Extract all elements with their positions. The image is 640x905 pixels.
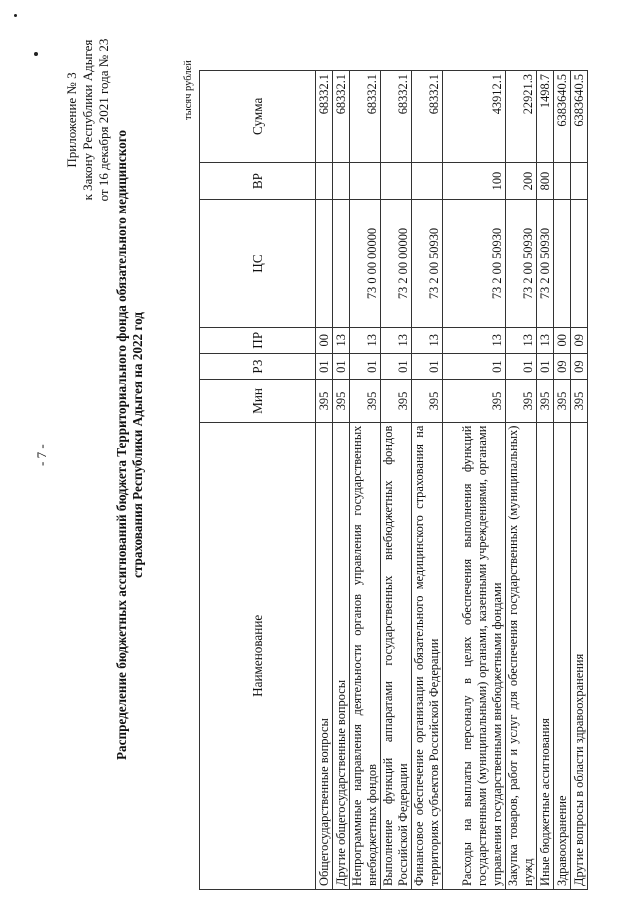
cell-pr: 13 [443,327,506,353]
cell-vr: 800 [537,162,554,200]
cell-sum: 68332.1 [350,71,381,163]
cell-sum: 6383640.5 [571,71,588,163]
cell-min: 395 [381,380,412,422]
page-number: - 7 - [34,444,49,466]
cell-name: Здравоохранение [554,422,571,889]
table-row [381,71,412,890]
cell-cs: 73 2 00 50930 [443,200,506,327]
cell-sum: 68332.1 [381,71,412,163]
cell-pr: 13 [412,327,443,353]
cell-pr: 13 [381,327,412,353]
cell-min: 395 [412,380,443,422]
cell-cs: 73 2 00 50930 [506,200,537,327]
cell-cs [571,200,588,327]
appendix-line-2: к Закону Республики Адыгея [80,39,95,201]
cell-rz: 09 [571,353,588,379]
table-row [412,71,443,890]
cell-vr [316,162,333,200]
title-line-1: Распределение бюджетных ассигнований бюджета Территориального фонда обязательного медицинского [114,129,129,761]
rotated-page-content [30,10,630,890]
cell-sum: 68332.1 [333,71,350,163]
cell-rz: 01 [350,353,381,379]
cell-rz: 01 [412,353,443,379]
cell-sum: 1498.7 [537,71,554,163]
header-sum: Сумма [200,71,316,163]
cell-rz: 01 [333,353,350,379]
cell-vr [412,162,443,200]
appendix-line-1: Приложение № 3 [64,72,79,168]
cell-cs: 73 2 00 50930 [412,200,443,327]
cell-vr [350,162,381,200]
cell-name: Выполнение функций аппаратами государственных внебюджетных фондов Российской Федерации [381,422,412,889]
budget-table [199,70,588,890]
cell-pr: 13 [350,327,381,353]
cell-min: 395 [554,380,571,422]
cell-sum: 43912.1 [443,71,506,163]
cell-vr: 200 [506,162,537,200]
table-header-row [200,71,316,890]
cell-cs [554,200,571,327]
cell-rz: 09 [554,353,571,379]
header-cs: ЦС [200,200,316,327]
cell-cs [316,200,333,327]
cell-pr: 00 [316,327,333,353]
cell-vr [381,162,412,200]
cell-rz: 01 [316,353,333,379]
cell-min: 395 [350,380,381,422]
cell-pr: 13 [506,327,537,353]
units-label: тысяч рублей [183,60,194,120]
header-rz: РЗ [200,353,316,379]
table-row [537,71,554,890]
cell-sum: 22921.3 [506,71,537,163]
cell-cs: 73 2 00 50930 [537,200,554,327]
cell-vr [571,162,588,200]
table-row [443,71,506,890]
cell-name: Финансовое обеспечение организации обязательного медицинского страхования на территориях субъектов Российской Федерации [412,422,443,889]
appendix-header [64,10,112,230]
cell-pr: 13 [333,327,350,353]
cell-cs: 73 0 00 00000 [350,200,381,327]
cell-min: 395 [443,380,506,422]
cell-cs: 73 2 00 00000 [381,200,412,327]
cell-min: 395 [506,380,537,422]
table-row [571,71,588,890]
table-row [350,71,381,890]
cell-min: 395 [571,380,588,422]
header-pr: ПР [200,327,316,353]
table-row [554,71,571,890]
cell-sum: 6383640.5 [554,71,571,163]
cell-pr: 13 [537,327,554,353]
cell-vr [333,162,350,200]
cell-name: Иные бюджетные ассигнования [537,422,554,889]
cell-name: Общегосударственные вопросы [316,422,333,889]
table-row [316,71,333,890]
table-row [333,71,350,890]
cell-min: 395 [316,380,333,422]
cell-pr: 00 [554,327,571,353]
document-title [114,80,146,810]
cell-cs [333,200,350,327]
header-vr: ВР [200,162,316,200]
cell-name: Расходы на выплаты персоналу в целях обеспечения выполнения функций государственными (муниципальными) органами, казенными учреждениями, органами управления государственными внебюджетными фондами [443,422,506,889]
cell-rz: 01 [506,353,537,379]
title-line-2: страхования Республики Адыгея на 2022 год [130,312,145,578]
cell-name: Непрограммные направления деятельности органов управления государственных внебюджетных фондов [350,422,381,889]
cell-name: Другие общегосударственные вопросы [333,422,350,889]
header-min: Мин [200,380,316,422]
cell-vr [554,162,571,200]
cell-sum: 68332.1 [316,71,333,163]
cell-min: 395 [333,380,350,422]
cell-rz: 01 [537,353,554,379]
table-row [506,71,537,890]
cell-name: Закупка товаров, работ и услуг для обеспечения государственных (муниципальных) нужд [506,422,537,889]
appendix-line-3: от 16 декабря 2021 года № 23 [96,38,111,202]
cell-min: 395 [537,380,554,422]
cell-vr: 100 [443,162,506,200]
cell-rz: 01 [443,353,506,379]
cell-sum: 68332.1 [412,71,443,163]
cell-rz: 01 [381,353,412,379]
scan-dot [14,14,17,17]
cell-pr: 09 [571,327,588,353]
cell-name: Другие вопросы в области здравоохранения [571,422,588,889]
header-name: Наименование [200,422,316,889]
